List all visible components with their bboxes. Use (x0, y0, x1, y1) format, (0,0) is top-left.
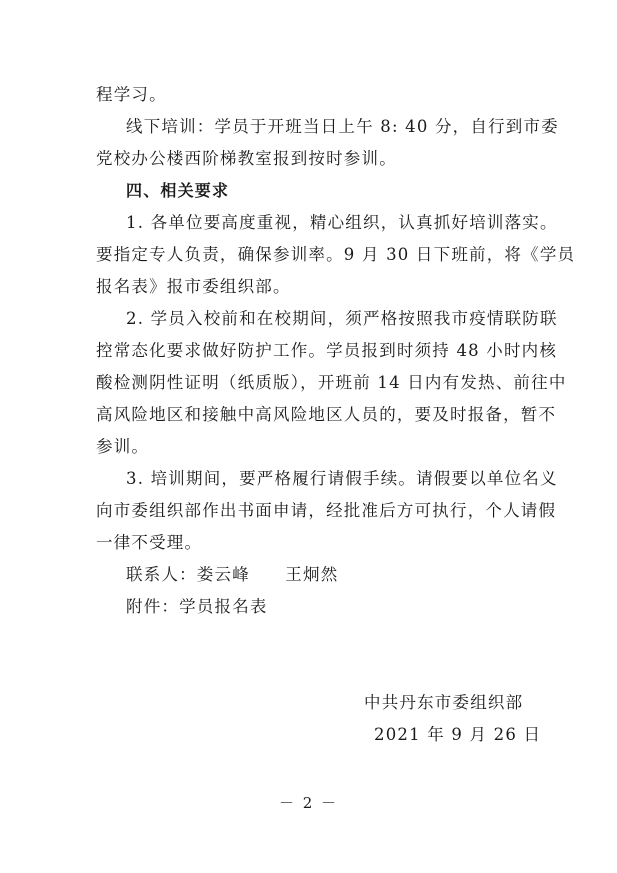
item-1-line-3: 报名表》报市委组织部。 (96, 277, 291, 296)
offline-training-line-2: 党校办公楼西阶梯教室报到按时参训。 (96, 149, 397, 168)
item-2-line-4: 高风险地区和接触中高风险地区人员的，要及时报备，暂不 (96, 405, 557, 424)
signature-date: 2021 年 9 月 26 日 (374, 725, 542, 744)
item-1-line-2: 要指定专人负责，确保参训率。9 月 30 日下班前，将《学员 (96, 245, 576, 264)
page-number: － 2 － (278, 794, 339, 812)
paragraph-continuation: 程学习。 (96, 85, 167, 104)
item-2-line-3: 酸检测阴性证明（纸质版），开班前 14 日内有发热、前往中 (96, 373, 567, 392)
item-2-line-2: 控常态化要求做好防护工作。学员报到时须持 48 小时内核 (96, 341, 558, 360)
offline-training-line-1: 线下培训：学员于开班当日上午 8: 40 分，自行到市委 (126, 117, 559, 136)
signature-organization: 中共丹东市委组织部 (364, 693, 524, 712)
item-2-line-1: 2. 学员入校前和在校期间，须严格按照我市疫情联防联 (126, 309, 558, 328)
item-3-line-3: 一律不受理。 (96, 533, 203, 552)
item-2-line-5: 参训。 (96, 437, 150, 456)
item-1-line-1: 1. 各单位要高度重视，精心组织，认真抓好培训落实。 (126, 213, 558, 232)
attachment-line: 附件：学员报名表 (126, 597, 268, 616)
item-3-line-2: 向市委组织部作出书面申请，经批准后方可执行，个人请假 (96, 501, 557, 520)
item-3-line-1: 3. 培训期间，要严格履行请假手续。请假要以单位名义 (126, 469, 558, 488)
contacts-line: 联系人：娄云峰 王炯然 (126, 565, 339, 584)
section-heading: 四、相关要求 (126, 181, 230, 200)
